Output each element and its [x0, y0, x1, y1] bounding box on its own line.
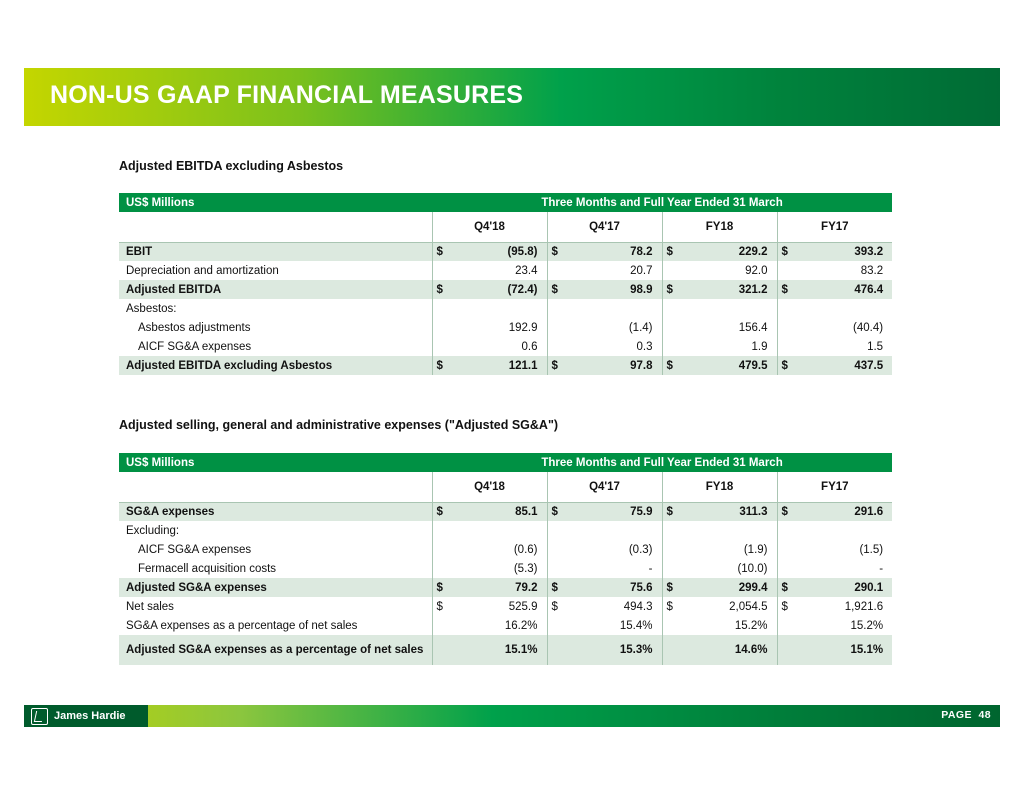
row-value: 494.3 [623, 600, 653, 613]
row-value: 437.5 [854, 359, 884, 372]
row-value: 1.9 [751, 340, 768, 353]
table-row [119, 616, 892, 635]
column-header-fy17: FY17 [777, 472, 892, 502]
table-row [119, 521, 892, 540]
section-heading-sga: Adjusted selling, general and administrative expenses ("Adjusted SG&A") [119, 418, 559, 432]
row-currency [662, 299, 684, 318]
company-logo [24, 705, 148, 727]
row-value: 479.5 [738, 359, 768, 372]
table-header-row [119, 453, 892, 472]
row-value: 290.1 [854, 581, 884, 594]
row-value: 525.9 [508, 600, 538, 613]
row-currency [777, 261, 799, 280]
row-value: 83.2 [860, 264, 884, 277]
page-indicator [941, 709, 991, 721]
row-label: AICF SG&A expenses [138, 543, 252, 556]
row-currency [777, 521, 799, 540]
period-span-label: Three Months and Full Year Ended 31 March [541, 196, 783, 209]
row-currency [547, 261, 569, 280]
row-currency: $ [432, 578, 454, 597]
row-label: AICF SG&A expenses [138, 340, 252, 353]
row-currency: $ [662, 242, 684, 261]
period-blank [119, 472, 432, 502]
row-currency [547, 616, 569, 635]
row-currency [432, 559, 454, 578]
row-currency [777, 299, 799, 318]
row-value: (0.3) [628, 543, 653, 556]
row-label: EBIT [126, 245, 153, 258]
row-value: (0.6) [513, 543, 538, 556]
row-label: Asbestos adjustments [138, 321, 251, 334]
row-currency [547, 559, 569, 578]
table-row [119, 540, 892, 559]
table-header-row [119, 193, 892, 212]
row-currency [432, 540, 454, 559]
james-hardie-logo-icon [31, 708, 48, 725]
row-currency: $ [547, 280, 569, 299]
row-value: (5.3) [513, 562, 538, 575]
row-currency: $ [432, 280, 454, 299]
row-value: 16.2% [504, 619, 538, 632]
row-label: Adjusted EBITDA [126, 283, 222, 296]
row-value: 321.2 [738, 283, 768, 296]
column-header-q417: Q4'17 [547, 212, 662, 242]
row-label: Adjusted EBITDA excluding Asbestos [126, 359, 333, 372]
row-currency: $ [547, 578, 569, 597]
row-currency [432, 521, 454, 540]
row-value: 1.5 [867, 340, 884, 353]
row-currency [662, 540, 684, 559]
row-currency: $ [777, 578, 799, 597]
table-row [119, 559, 892, 578]
row-currency: $ [547, 502, 569, 521]
row-value: (1.5) [859, 543, 884, 556]
row-currency [777, 559, 799, 578]
row-currency [432, 337, 454, 356]
row-value: 98.9 [630, 283, 653, 296]
row-label: Asbestos: [126, 302, 177, 315]
row-currency [777, 540, 799, 559]
slide-title-bar [24, 68, 1000, 126]
row-currency: $ [662, 356, 684, 375]
row-value: 2,054.5 [729, 600, 768, 613]
row-value: - [879, 562, 884, 575]
table-row [119, 502, 892, 521]
table-row [119, 280, 892, 299]
row-currency [777, 318, 799, 337]
row-currency [432, 635, 454, 665]
row-value: - [648, 562, 653, 575]
row-currency [432, 299, 454, 318]
row-value: 23.4 [515, 264, 538, 277]
row-currency: $ [662, 280, 684, 299]
row-currency [547, 299, 569, 318]
row-value [569, 521, 662, 540]
row-value [454, 521, 547, 540]
row-currency [547, 318, 569, 337]
row-currency: $ [432, 242, 454, 261]
row-label: Depreciation and amortization [126, 264, 279, 277]
row-currency: $ [777, 280, 799, 299]
row-value: (40.4) [853, 321, 884, 334]
row-label: SG&A expenses as a percentage of net sales [126, 619, 358, 632]
period-span-label: Three Months and Full Year Ended 31 March [541, 456, 783, 469]
row-currency [432, 261, 454, 280]
row-currency [662, 635, 684, 665]
row-label: Adjusted SG&A expenses as a percentage of net sales [126, 643, 424, 656]
row-value: 97.8 [630, 359, 653, 372]
row-currency [662, 521, 684, 540]
row-value: 79.2 [515, 581, 538, 594]
column-header-fy18: FY18 [662, 472, 777, 502]
row-currency: $ [777, 356, 799, 375]
row-value: (1.4) [628, 321, 653, 334]
row-currency: $ [777, 502, 799, 521]
row-currency [662, 318, 684, 337]
row-value: 20.7 [630, 264, 653, 277]
row-currency: $ [432, 356, 454, 375]
company-name: James Hardie [54, 710, 126, 722]
row-value: 192.9 [508, 321, 538, 334]
table-row [119, 578, 892, 597]
table-row [119, 242, 892, 261]
page-title: NON-US GAAP FINANCIAL MEASURES [50, 81, 524, 109]
row-currency [662, 337, 684, 356]
column-header-fy18: FY18 [662, 212, 777, 242]
row-label: SG&A expenses [126, 505, 215, 518]
row-currency [547, 521, 569, 540]
row-label: Adjusted SG&A expenses [126, 581, 267, 594]
row-currency: $ [547, 242, 569, 261]
column-header-q418: Q4'18 [432, 472, 547, 502]
row-currency: $ [777, 597, 799, 616]
row-value: 85.1 [515, 505, 538, 518]
table-row [119, 318, 892, 337]
row-value: 1,921.6 [844, 600, 884, 613]
row-currency [432, 318, 454, 337]
row-currency [777, 616, 799, 635]
row-label: Net sales [126, 600, 174, 613]
row-value [684, 299, 777, 318]
row-value: 291.6 [854, 505, 884, 518]
table-row [119, 261, 892, 280]
row-value: 156.4 [738, 321, 768, 334]
row-value: 121.1 [508, 359, 538, 372]
row-value: (72.4) [507, 283, 538, 296]
row-currency: $ [432, 502, 454, 521]
column-header-fy17: FY17 [777, 212, 892, 242]
table-row [119, 597, 892, 616]
column-header-q418: Q4'18 [432, 212, 547, 242]
period-blank [119, 212, 432, 242]
row-currency [662, 559, 684, 578]
row-currency [547, 540, 569, 559]
table-row [119, 356, 892, 375]
table-adjusted-sga [119, 453, 892, 665]
row-currency [662, 616, 684, 635]
row-value [454, 299, 547, 318]
row-value: 75.9 [630, 505, 653, 518]
row-value: 75.6 [630, 581, 653, 594]
row-value: 15.3% [619, 644, 653, 656]
row-value: 14.6% [734, 644, 768, 656]
row-currency [432, 616, 454, 635]
row-value: 15.1% [504, 644, 538, 656]
row-currency [777, 635, 799, 665]
row-currency [662, 261, 684, 280]
row-value [799, 299, 892, 318]
row-currency [547, 635, 569, 665]
row-value: 15.4% [619, 619, 653, 632]
row-value: (10.0) [737, 562, 768, 575]
row-currency: $ [547, 356, 569, 375]
table-period-row [119, 212, 892, 242]
table-row [119, 337, 892, 356]
row-value: 15.2% [850, 619, 884, 632]
row-value: 311.3 [739, 505, 768, 518]
table-row [119, 299, 892, 318]
row-value [569, 299, 662, 318]
row-value: 15.1% [850, 644, 884, 656]
row-currency: $ [662, 597, 684, 616]
row-currency: $ [777, 242, 799, 261]
row-currency: $ [662, 502, 684, 521]
slide-footer-bar [24, 705, 1000, 727]
row-value: 476.4 [854, 283, 884, 296]
row-currency: $ [432, 597, 454, 616]
row-value: (1.9) [743, 543, 768, 556]
row-label: Fermacell acquisition costs [138, 562, 277, 575]
section-heading-ebitda: Adjusted EBITDA excluding Asbestos [119, 159, 344, 173]
row-currency [547, 337, 569, 356]
units-label: US$ Millions [126, 196, 195, 209]
row-value: 92.0 [745, 264, 768, 277]
row-currency [777, 337, 799, 356]
row-currency: $ [547, 597, 569, 616]
row-currency: $ [662, 578, 684, 597]
row-value [684, 521, 777, 540]
column-header-q417: Q4'17 [547, 472, 662, 502]
row-value [799, 521, 892, 540]
row-label: Excluding: [126, 524, 180, 537]
row-value: 15.2% [734, 619, 768, 632]
page-label: PAGE [941, 709, 972, 721]
row-value: (95.8) [507, 245, 538, 258]
row-value: 78.2 [630, 245, 653, 258]
row-value: 393.2 [854, 245, 884, 258]
table-period-row [119, 472, 892, 502]
row-value: 0.6 [521, 340, 538, 353]
row-value: 0.3 [636, 340, 653, 353]
row-value: 299.4 [738, 581, 768, 594]
units-label: US$ Millions [126, 456, 195, 469]
table-adjusted-ebitda [119, 193, 892, 375]
page-number: 48 [978, 709, 991, 721]
table-row [119, 635, 892, 665]
row-value: 229.2 [738, 245, 768, 258]
